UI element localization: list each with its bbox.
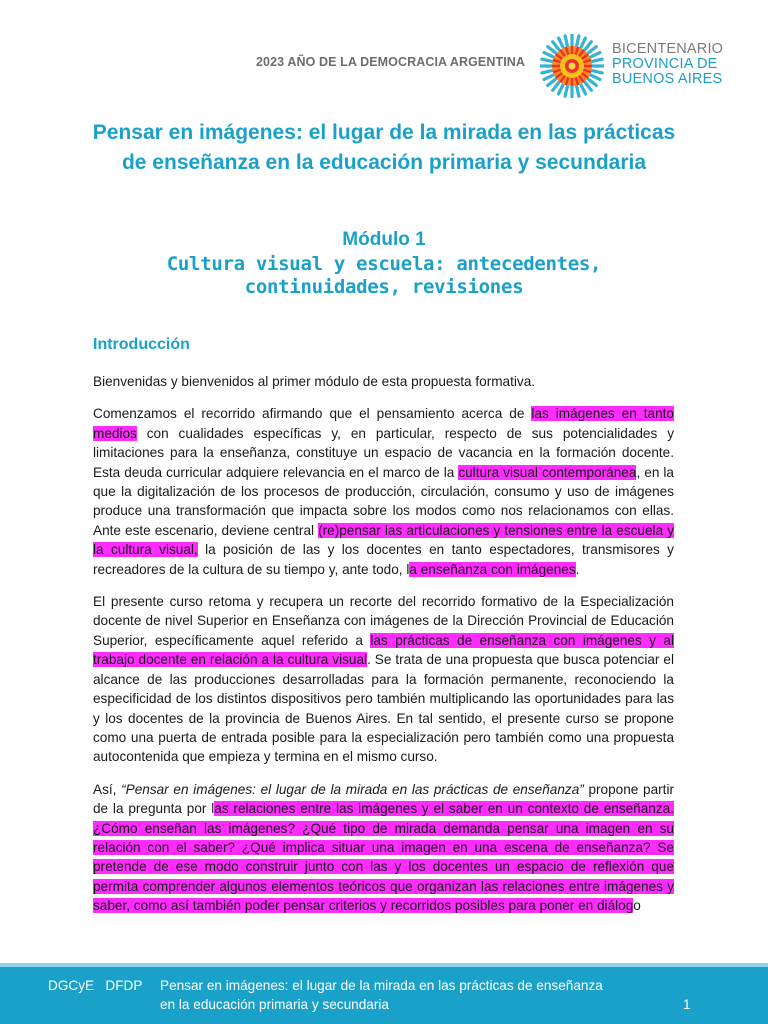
- logo-line-3: BUENOS AIRES: [612, 71, 723, 87]
- paragraph-2: [93, 404, 674, 579]
- paragraph-3-text: El presente curso retoma y recupera un recorte del recorrido formativo de la Especialización docente de nivel Superior en Enseñanza con imágenes de la Dirección Provincial de Educación Superior, específicamente aquel referido a: [93, 594, 674, 648]
- logo-line-1: BICENTENARIO: [612, 41, 724, 57]
- bicentenario-sun-emblem-icon: [540, 34, 604, 98]
- bicentenario-logo-text: [612, 42, 723, 87]
- paragraph-2-text: la posición de las y los docentes en tanto espectadores, transmisores y recreadores de la cultura de su tiempo y, ante todo, l: [93, 542, 674, 577]
- section-heading: Introducción: [93, 336, 190, 353]
- highlighted-text: a enseñanza con imágenes: [409, 561, 576, 577]
- paragraph-3: [93, 592, 674, 767]
- paragraph-3-text: . Se trata de una propuesta que busca potenciar el alcance de las producciones desarrolladas para la formación permanente, reconociendo la especificidad de los distintos dispositivos pero también multiplicando las oportunidades para las y los docentes de la provincia de Buenos Aires. En tal sentido, el presente curso se propone como una puerta de entrada posible para la especialización pero también como una propuesta autocontenida que empieza y termina en el mismo curso.: [93, 652, 674, 765]
- paragraph-2-text: , en la que la digitalización de los procesos de producción, circulación, consumo y uso de imágenes produce una transformación que impacta sobre los modos como nos relacionamos con ellas. Ante este escenario, deviene central: [93, 464, 674, 538]
- paragraph-4-text: Así,: [93, 781, 122, 797]
- footer-accent-band: [0, 963, 768, 967]
- paragraph-4-text: propone partir de la pregunta por l: [93, 781, 675, 817]
- paragraph-4-text: o: [633, 898, 641, 914]
- footer-course-line-1: Pensar en imágenes: el lugar de la mirada en las prácticas de enseñanza: [160, 978, 603, 993]
- module-subtitle: Cultura visual y escuela: antecedentes, continuidades, revisiones: [166, 253, 602, 298]
- page-footer: [0, 963, 768, 1024]
- paragraph-1: Bienvenidas y bienvenidos al primer módulo de esta propuesta formativa.: [93, 374, 536, 389]
- paragraph-2-text: Comenzamos el recorrido afirmando que el pensamiento acerca de: [93, 406, 532, 422]
- logo-line-2: PROVINCIA DE: [612, 56, 718, 72]
- highlighted-text: cultura visual contemporánea: [458, 464, 637, 480]
- highlighted-text: (re)pensar las articulaciones y tensiones entre la escuela y la cultura visual,: [93, 522, 674, 558]
- page-number: 1: [683, 997, 691, 1012]
- paragraph-2-text: .: [575, 561, 580, 577]
- highlighted-text: las prácticas de enseñanza con imágenes y al trabajo docente en relación a la cultura visual: [93, 632, 674, 668]
- footer-organization: DGCyE DFDP: [48, 978, 143, 993]
- paragraph-4: [93, 780, 674, 916]
- footer-course-title: [160, 976, 603, 1014]
- year-motto: 2023 AÑO DE LA DEMOCRACIA ARGENTINA: [256, 55, 526, 69]
- course-title-quote: “Pensar en imágenes: el lugar de la mirada en las prácticas de enseñanza”: [121, 781, 584, 797]
- module-title: Módulo 1: [342, 229, 426, 250]
- body-text: [93, 372, 674, 929]
- document-title: Pensar en imágenes: el lugar de la mirada en las prácticas de enseñanza en la educación primaria y secundaria: [92, 121, 676, 174]
- paragraph-2-text: con cualidades específicas y, en particular, respecto de sus potencialidades y limitaciones para la enseñanza, constituye un espacio de vacancia en la formación docente. Esta deuda curricular adquiere relevancia en el marco de la: [93, 425, 674, 480]
- footer-course-line-2: en la educación primaria y secundaria: [160, 997, 389, 1012]
- highlighted-text: as relaciones entre las imágenes y el saber en un contexto de enseñanza. ¿Cómo enseñan las imágenes? ¿Qué tipo de mirada demanda pensar una imagen en su relación con el saber? ¿Qué implica situar una imagen en una escena de enseñanza? Se pretende de ese modo construir junto con las y los docentes un espacio de reflexión que permita comprender algunos elementos teóricos que organizan las relaciones entre imágenes y saber, como así también poder pensar criterios y recorridos posibles para poner en diálog: [93, 801, 674, 914]
- highlighted-text: las imágenes en tanto medios: [93, 406, 674, 441]
